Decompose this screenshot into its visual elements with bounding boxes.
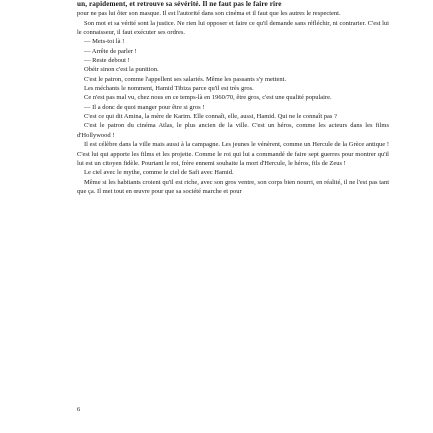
page-number: 6 — [77, 406, 81, 413]
dialogue-line-4: — Il a donc de quoi manger pour être si gros ! — [84, 103, 205, 111]
dialogue-line-1: — Mets-toi là ! — [84, 38, 125, 46]
paragraph-14: Le ciel avec le mythe, comme le ciel de Safi avec Hamid. — [84, 169, 234, 177]
paragraph-1: pour ne pas lui ôter son masque. Il est l'autorité dans son cinéma et il faut que les autres le respectent. — [77, 10, 341, 18]
paragraph-0: un, rapidement, et retrouve sa sévérité. Il ne faut pas le faire rire — [77, 0, 282, 8]
paragraph-12: C'est le patron du cinéma Atlas, le plus ancien de la ville. C'est un héros, comme les acteurs dans les films d'Hollywood ! — [77, 122, 389, 139]
paragraph-2: Son mot et sa vérité sont la justice. Ne rien lui opposer et faire ce qu'il demande sans réfléchir, ni contrarier. C'est lui le connaisseur, il faut exécuter ses ordres. — [77, 19, 389, 37]
paragraph-11: C'est ce qui dit Amina, la mère de Karim. Elle connaît, elle, aussi, Hamid. Qui ne le connaît pas ? — [84, 113, 337, 121]
paragraph-13: Il est célèbre dans la ville mais aussi à la campagne. Les jeunes le vénèrent, comme un Hercule de la Grèce antique ! C'est lui qui apporte les films et les projette. Comme le roi qui lui a commandé de faire sept guerres pour montrer qu'il lui est un citoyen fidèle. Pourtant le roi, frère ennemi souhaite la mort d'Hercule, le héros, fils de Zeus ! — [77, 141, 389, 167]
paragraph-9: Ce n'est pas mal vu, chez nous en ce temps-là en 1960/70, être gros, c'est une qualité populaire. — [84, 94, 332, 102]
paragraph-6: Obéir sinon c'est la punition. — [84, 66, 159, 74]
paragraph-8: Les méchants le nomment, Hamid Tibiza parce qu'il est très gros. — [84, 85, 254, 93]
paragraph-15: Même si les habitants croient qu'il est riche, avec son gros ventre, son corps bien nourri, en réalité, il ne l'est pas tant que ça. Il met tout en œuvre pour que sa société marche et pour — [77, 178, 389, 195]
paragraph-7: C'est le patron, comme l'appellent ses salariés. Même les passants s'y mettent. — [84, 75, 287, 83]
dialogue-line-2: — Arrête de parler ! — [84, 47, 137, 55]
text-column — [77, 0, 389, 196]
dialogue-line-3: — Reste debout ! — [84, 57, 130, 65]
